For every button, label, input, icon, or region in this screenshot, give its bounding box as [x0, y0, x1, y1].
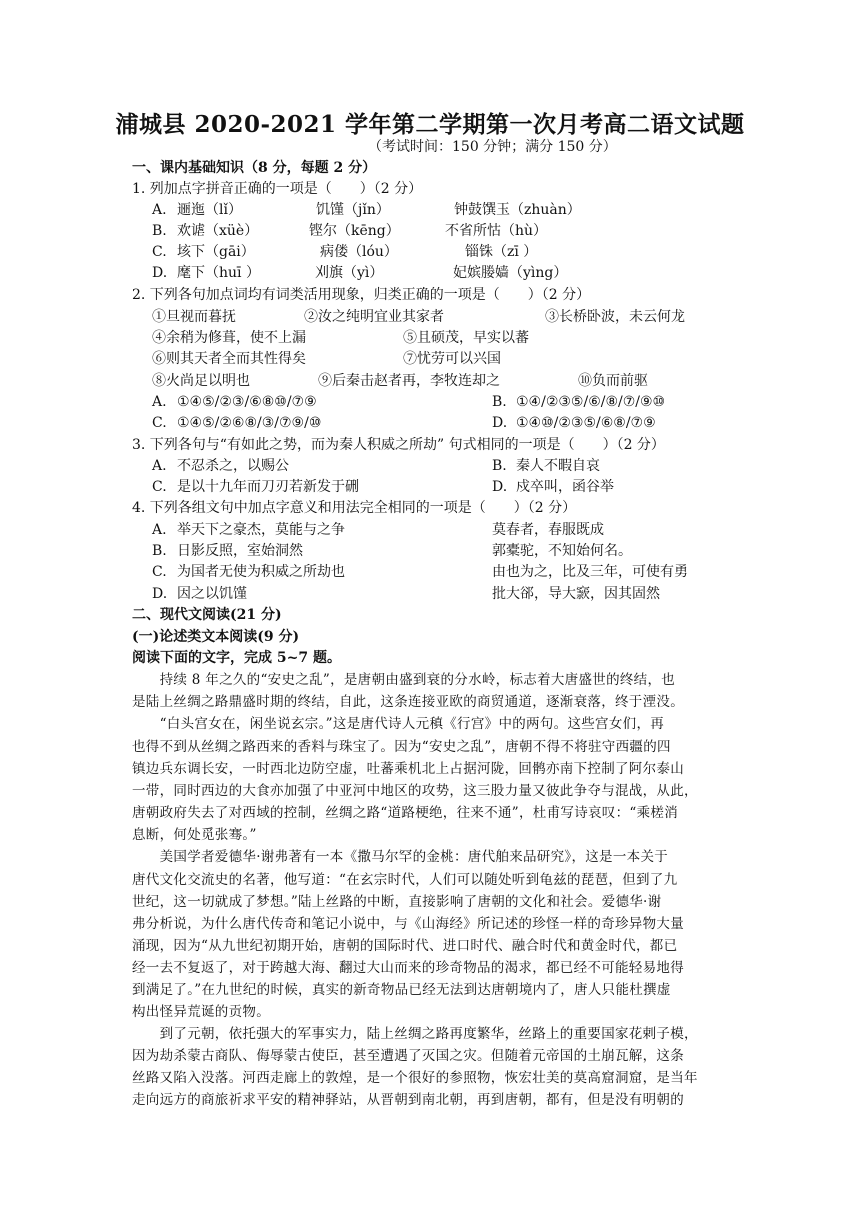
passage-line: 到满足了。”在九世纪的时候，真实的新奇物品已经无法到达唐朝境内了，唐人只能杜撰虚	[132, 982, 671, 998]
section1-heading: 一、课内基础知识（8 分，每题 2 分）	[132, 160, 377, 176]
q3-stem: 3. 下列各句与“有如此之势，而为秦人积威之所劫” 句式相同的一项是（ ）（2 分）	[132, 437, 665, 453]
q2-option-label: A.	[152, 394, 167, 410]
passage-line: 持续 8 年之久的“安史之乱”，是唐朝由盛到衰的分水岭，标志着大唐盛世的终结，也	[132, 672, 676, 688]
q2-item: ⑥则其天者全而其性得矣	[152, 351, 306, 367]
q1-option-label: A.	[152, 202, 167, 218]
passage-line: “白头宫女在，闲坐说玄宗。”这是唐代诗人元稹《行宫》中的两句。这些宫女们，再	[132, 716, 665, 732]
q1-option-item: 病偻（lóu）	[320, 244, 398, 260]
q1-option-item: 妃嫔媵嫱（yìng）	[453, 265, 568, 281]
passage-line: 是陆上丝绸之路鼎盛时期的终结，自此，这条连接亚欧的商贸通道，逐渐衰落，终于湮没。	[132, 694, 684, 710]
q3-option-text: 秦人不暇自哀	[516, 458, 600, 474]
q4-option-label: D.	[152, 586, 168, 602]
exam-title: 浦城县 2020-2021 学年第二学期第一次月考高二语文试题	[115, 111, 745, 138]
q2-option-text: ①④⑤/②⑥⑧/③/⑦⑨/⑩	[177, 415, 322, 431]
passage-line: 到了元朝，依托强大的军事实力，陆上丝绸之路再度繁华，丝路上的重要国家花剌子模，	[132, 1026, 698, 1042]
passage-line: 唐朝政府失去了对西域的控制，丝绸之路“道路梗绝，往来不通”，杜甫写诗哀叹：“乘槎消	[132, 805, 679, 821]
q2-option-label: D.	[492, 415, 508, 431]
q3-option-label: A.	[152, 458, 167, 474]
q3-option-label: B.	[492, 458, 507, 474]
q2-item: ③长桥卧波，未云何龙	[545, 309, 685, 325]
passage-line: 息断，何处觅张骞。”	[132, 827, 257, 843]
q1-option-item: 饥馑（jǐn）	[316, 202, 390, 218]
q3-option-label: C.	[152, 479, 167, 495]
q2-item: ④余稍为修葺，使不上漏	[152, 330, 306, 346]
passage-line: 一带，同时西边的大食亦加强了中亚河中地区的攻势，这三股力量又彼此争夺与混战，从此，	[132, 783, 698, 799]
passage-line: 涌现，因为“从九世纪初期开始，唐朝的国际时代、进口时代、融合时代和黄金时代，都已	[132, 938, 678, 954]
exam-subtitle: （考试时间：150 分钟；满分 150 分）	[368, 139, 617, 155]
q1-option-item: 垓下（gāi）	[177, 244, 255, 260]
q2-item: ⑤且硕茂，早实以蕃	[403, 330, 529, 346]
q1-option-item: 锱铢（zī ）	[465, 244, 538, 260]
q1-option-item: 不省所怙（hù）	[445, 223, 548, 239]
passage-line: 镇边兵东调长安，一时西北边防空虚，吐蕃乘机北上占据河陇，回鹘亦南下控制了阿尔泰山	[132, 761, 684, 777]
q4-option-label: C.	[152, 564, 167, 580]
q4-option-right: 由也为之，比及三年，可使有勇	[492, 564, 688, 580]
q2-item: ⑦忧劳可以兴国	[403, 351, 501, 367]
q3-option-text: 不忍杀之，以赐公	[177, 458, 289, 474]
q4-option-right: 批大郤，导大窾，因其固然	[492, 586, 660, 602]
passage-line: 唐代文化交流史的名著，他写道：“在玄宗时代，人们可以随处听到龟兹的琵琶，但到了九	[132, 872, 678, 888]
q4-option-right: 郭橐驼，不知始何名。	[492, 543, 632, 559]
section2-heading: 二、现代文阅读(21 分)	[132, 607, 282, 623]
q2-stem: 2. 下列各句加点词均有词类活用现象，归类正确的一项是（ ）（2 分）	[132, 287, 591, 303]
passage-line: 弗分析说，为什么唐代传奇和笔记小说中，与《山海经》所记述的珍怪一样的奇珍异物大量	[132, 916, 684, 932]
q3-option-text: 是以十九年而刀刃若新发于硎	[177, 479, 359, 495]
q4-stem: 4. 下列各组文句中加点字意义和用法完全相同的一项是（ ）（2 分）	[132, 500, 577, 516]
q4-option-left: 为国者无使为积威之所劫也	[177, 564, 345, 580]
passage-line: 世纪，这一切就成了梦想。”陆上丝路的中断，直接影响了唐朝的文化和社会。爱德华·谢	[132, 894, 662, 910]
q4-option-label: B.	[152, 543, 167, 559]
q2-item: ⑨后秦击赵者再，李牧连却之	[318, 373, 500, 389]
q1-option-item: 逦迤（lǐ）	[177, 202, 242, 218]
q1-option-item: 铿尔（kēng）	[309, 223, 400, 239]
q2-item: ①旦视而暮抚	[152, 309, 236, 325]
q2-option-text: ①④⑤/②③/⑥⑧⑩/⑦⑨	[177, 394, 317, 410]
passage-line: 丝路又陷入没落。河西走廊上的敦煌，是一个很好的参照物，恢宏壮美的莫高窟洞窟，是当年	[132, 1070, 698, 1086]
q4-option-left: 日影反照，室始洞然	[177, 543, 303, 559]
passage-line: 构出怪异荒诞的贡物。	[132, 1004, 270, 1020]
section2-subheading: (一)论述类文本阅读(9 分)	[132, 629, 300, 645]
q4-option-left: 举天下之豪杰，莫能与之争	[177, 522, 345, 538]
q1-option-item: 麾下（huī ）	[177, 265, 260, 281]
passage-line: 美国学者爱德华·谢弗著有一本《撒马尔罕的金桃：唐代舶来品研究》，这是一本关于	[132, 849, 669, 865]
passage-line: 也得不到从丝绸之路西来的香料与珠宝了。因为“安史之乱”，唐朝不得不将驻守西疆的四	[132, 739, 671, 755]
q4-option-left: 因之以饥馑	[177, 586, 247, 602]
q2-option-text: ①④/②③⑤/⑥/⑧/⑦/⑨⑩	[516, 394, 666, 410]
q1-option-item: 钟鼓馔玉（zhuàn）	[454, 202, 581, 218]
q2-item: ②汝之纯明宜业其家者	[304, 309, 444, 325]
q1-option-item: 欢谑（xüè）	[177, 223, 259, 239]
q1-option-label: C.	[152, 244, 167, 260]
reading-instruction: 阅读下面的文字，完成 5~7 题。	[132, 650, 341, 666]
q3-option-label: D.	[492, 479, 508, 495]
q1-option-item: 刈旗（yì）	[315, 265, 384, 281]
q2-option-label: B.	[492, 394, 507, 410]
q2-item: ⑩负而前驱	[578, 373, 648, 389]
q2-option-text: ①④⑩/②③⑤/⑥⑧/⑦⑨	[516, 415, 656, 431]
q1-stem: 1. 列加点字拼音正确的一项是（ ）（2 分）	[132, 181, 423, 197]
q3-option-text: 戍卒叫，函谷举	[516, 479, 614, 495]
q2-option-label: C.	[152, 415, 167, 431]
passage-line: 经一去不复返了，对于跨越大海、翻过大山而来的珍奇物品的渴求，都已经不可能轻易地得	[132, 960, 684, 976]
q2-item: ⑧火尚足以明也	[152, 373, 250, 389]
q4-option-label: A.	[152, 522, 167, 538]
q1-option-label: B.	[152, 223, 167, 239]
q4-option-right: 莫春者，春服既成	[492, 522, 604, 538]
passage-line: 走向远方的商旅祈求平安的精神驿站，从晋朝到南北朝，再到唐朝，都有，但是没有明朝的	[132, 1092, 684, 1108]
q1-option-label: D.	[152, 265, 168, 281]
passage-line: 因为劫杀蒙古商队、侮辱蒙古使臣，甚至遭遇了灭国之灾。但随着元帝国的土崩瓦解，这条	[132, 1048, 684, 1064]
